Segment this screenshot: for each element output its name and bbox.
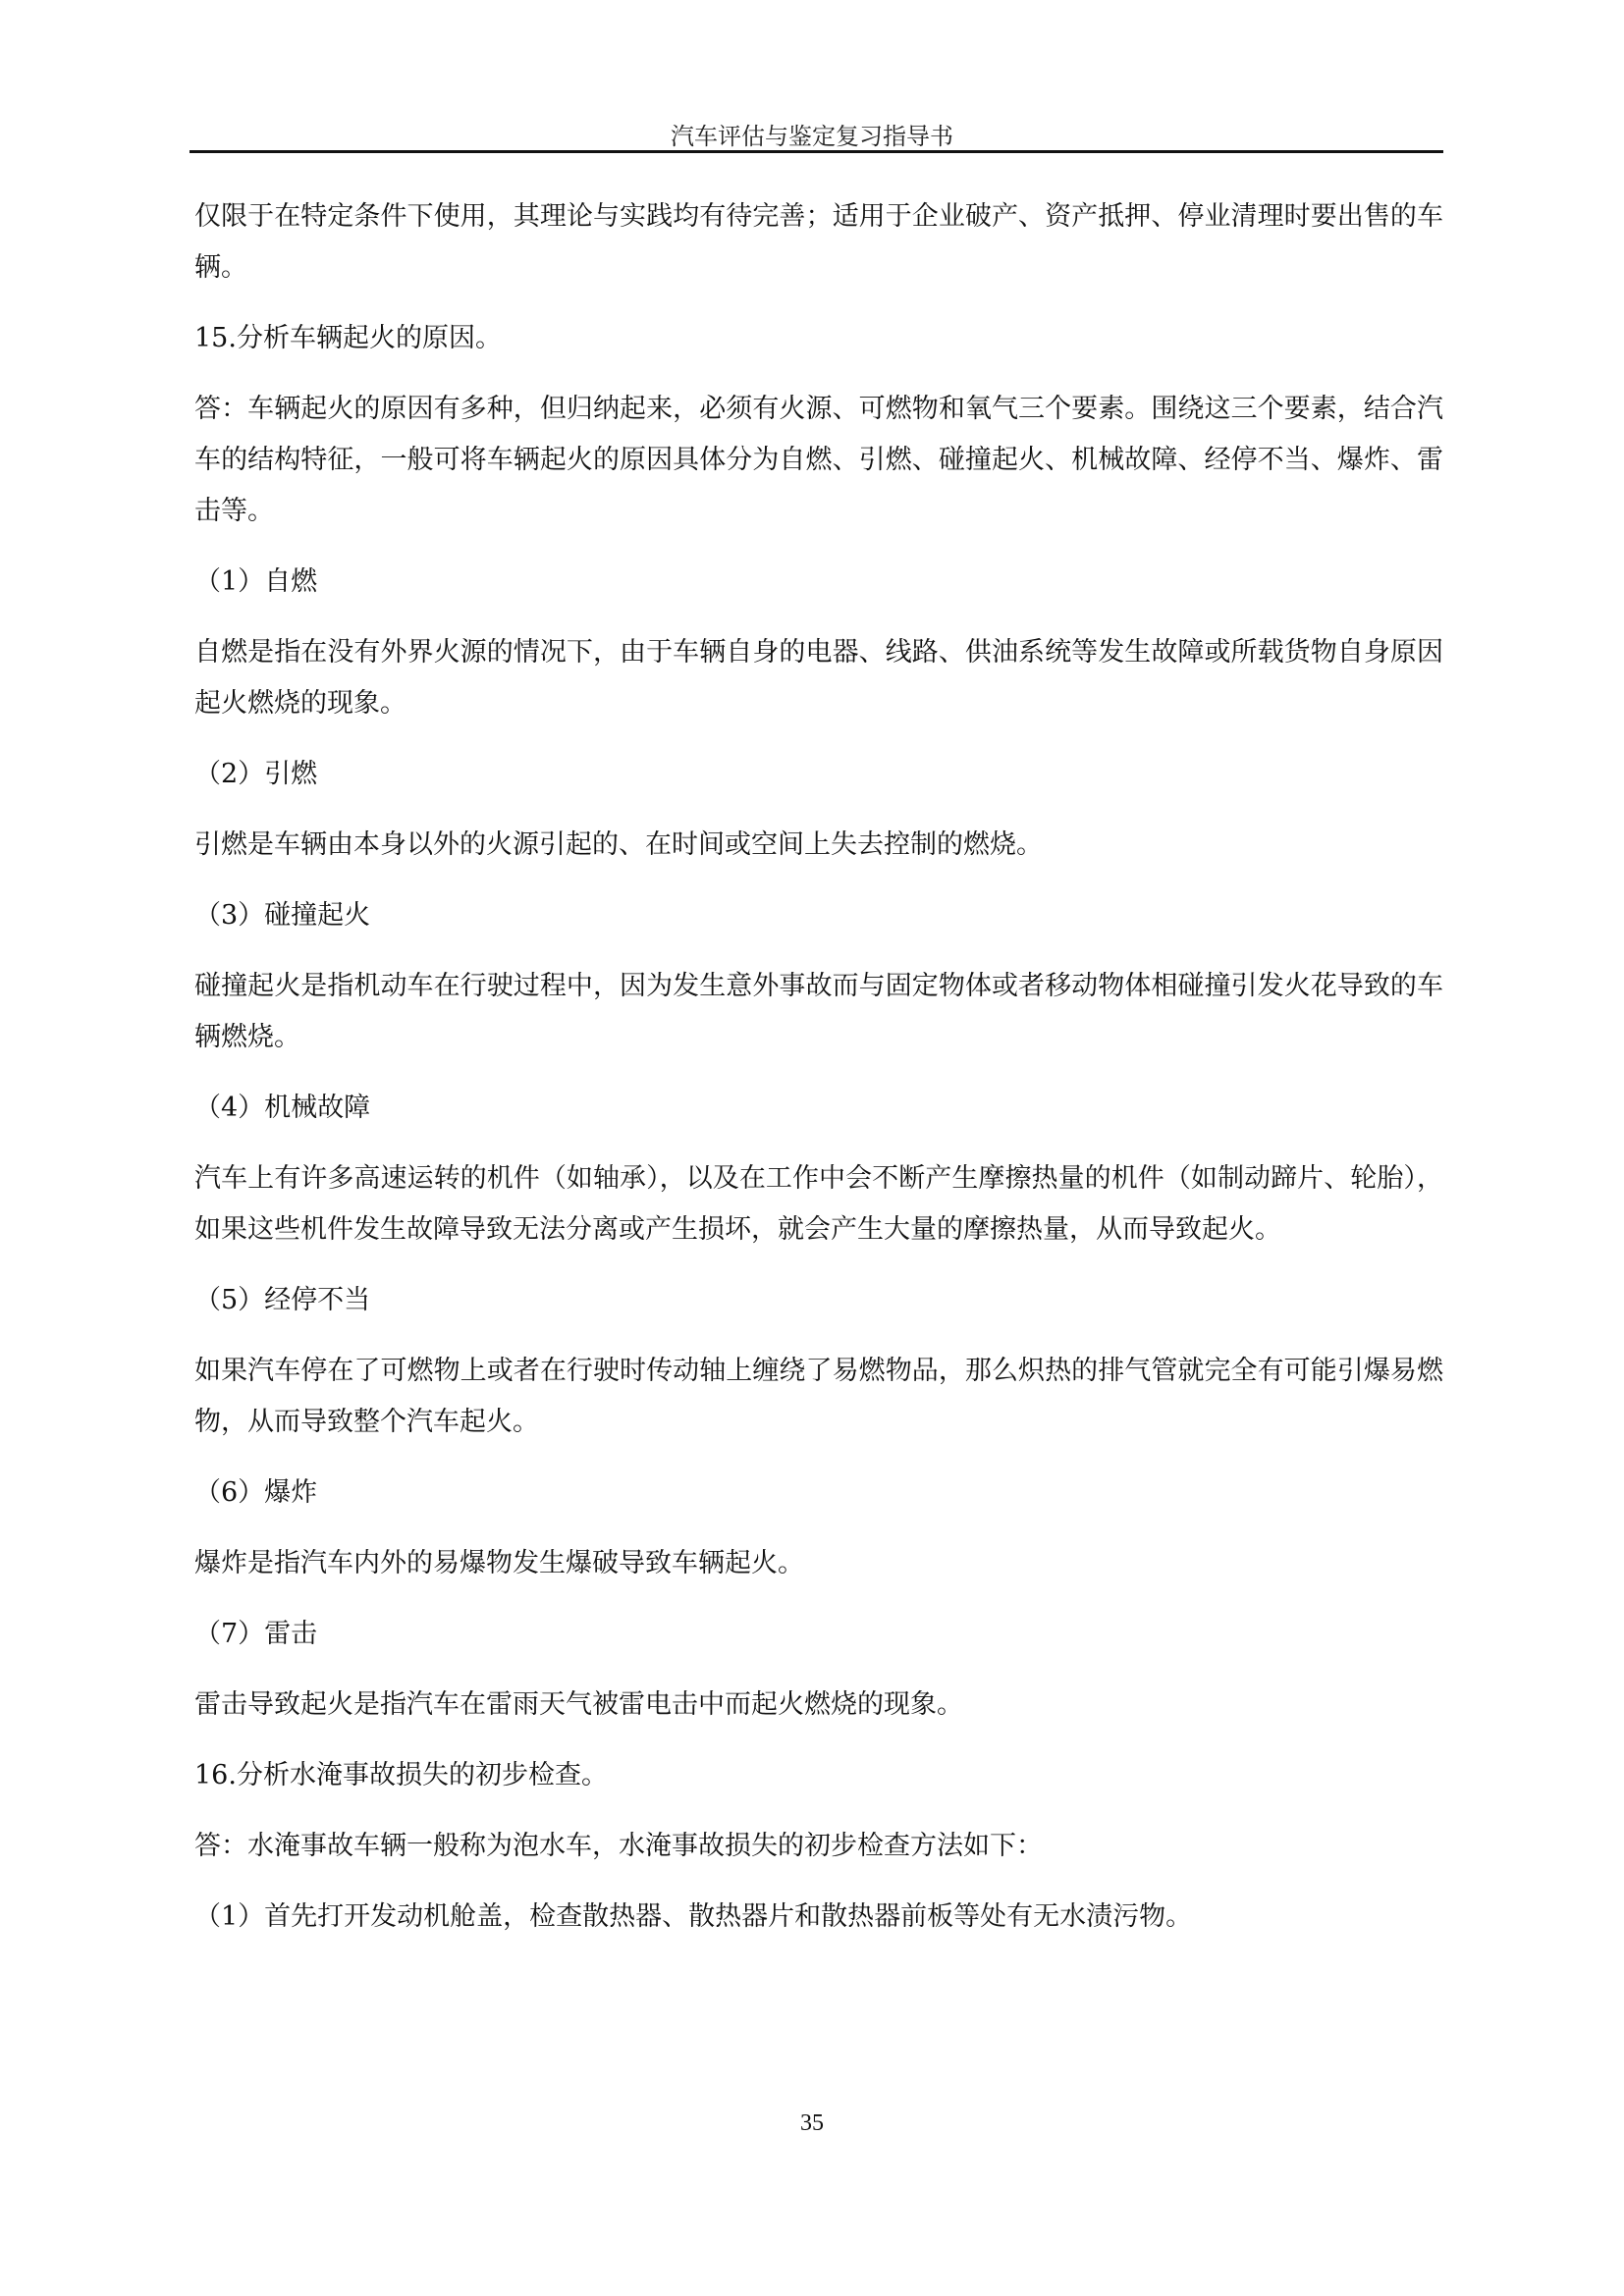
item-text-3: 碰撞起火是指机动车在行驶过程中，因为发生意外事故而与固定物体或者移动物体相碰撞引发火花导致的车辆燃烧。 bbox=[194, 971, 1443, 1052]
item-heading-7: （7）雷击 bbox=[194, 1619, 318, 1649]
item-text-1: 自燃是指在没有外界火源的情况下，由于车辆自身的电器、线路、供油系统等发生故障或所载货物自身原因起火燃烧的现象。 bbox=[194, 637, 1443, 719]
question-16: 16.分析水淹事故损失的初步检查。 bbox=[194, 1760, 608, 1790]
item-heading-4: （4）机械故障 bbox=[194, 1093, 371, 1123]
item-text-2: 引燃是车辆由本身以外的火源引起的、在时间或空间上失去控制的燃烧。 bbox=[194, 829, 1043, 860]
paragraph-continuation: 仅限于在特定条件下使用，其理论与实践均有待完善；适用于企业破产、资产抵押、停业清理时要出售的车辆。 bbox=[194, 201, 1443, 283]
item-text-5: 如果汽车停在了可燃物上或者在行驶时传动轴上缠绕了易燃物品，那么炽热的排气管就完全有可能引爆易燃物，从而导致整个汽车起火。 bbox=[194, 1356, 1443, 1437]
page-number: 35 bbox=[800, 2110, 824, 2136]
item-heading-6: （6）爆炸 bbox=[194, 1477, 318, 1508]
item-heading-2: （2）引燃 bbox=[194, 759, 318, 789]
answer-16-intro: 答：水淹事故车辆一般称为泡水车，水淹事故损失的初步检查方法如下： bbox=[194, 1831, 1043, 1861]
item-text-6: 爆炸是指汽车内外的易爆物发生爆破导致车辆起火。 bbox=[194, 1548, 804, 1578]
question-15: 15.分析车辆起火的原因。 bbox=[194, 323, 502, 353]
answer-16-step-1: （1）首先打开发动机舱盖，检查散热器、散热器片和散热器前板等处有无水渍污物。 bbox=[194, 1901, 1193, 1932]
header-divider bbox=[189, 150, 1443, 153]
item-heading-1: （1）自燃 bbox=[194, 566, 318, 597]
item-text-7: 雷击导致起火是指汽车在雷雨天气被雷电击中而起火燃烧的现象。 bbox=[194, 1689, 963, 1720]
body-text bbox=[194, 191, 1443, 1962]
running-header-title: 汽车评估与鉴定复习指导书 bbox=[671, 123, 953, 150]
item-text-4: 汽车上有许多高速运转的机件（如轴承），以及在工作中会不断产生摩擦热量的机件（如制动蹄片、轮胎），如果这些机件发生故障导致无法分离或产生损坏，就会产生大量的摩擦热量，从而导致起火。 bbox=[194, 1163, 1443, 1245]
item-heading-5: （5）经停不当 bbox=[194, 1285, 371, 1315]
answer-15-intro: 答：车辆起火的原因有多种，但归纳起来，必须有火源、可燃物和氧气三个要素。围绕这三个要素，结合汽车的结构特征，一般可将车辆起火的原因具体分为自燃、引燃、碰撞起火、机械故障、经停不当、爆炸、雷击等。 bbox=[194, 394, 1443, 526]
item-heading-3: （3）碰撞起火 bbox=[194, 900, 371, 931]
